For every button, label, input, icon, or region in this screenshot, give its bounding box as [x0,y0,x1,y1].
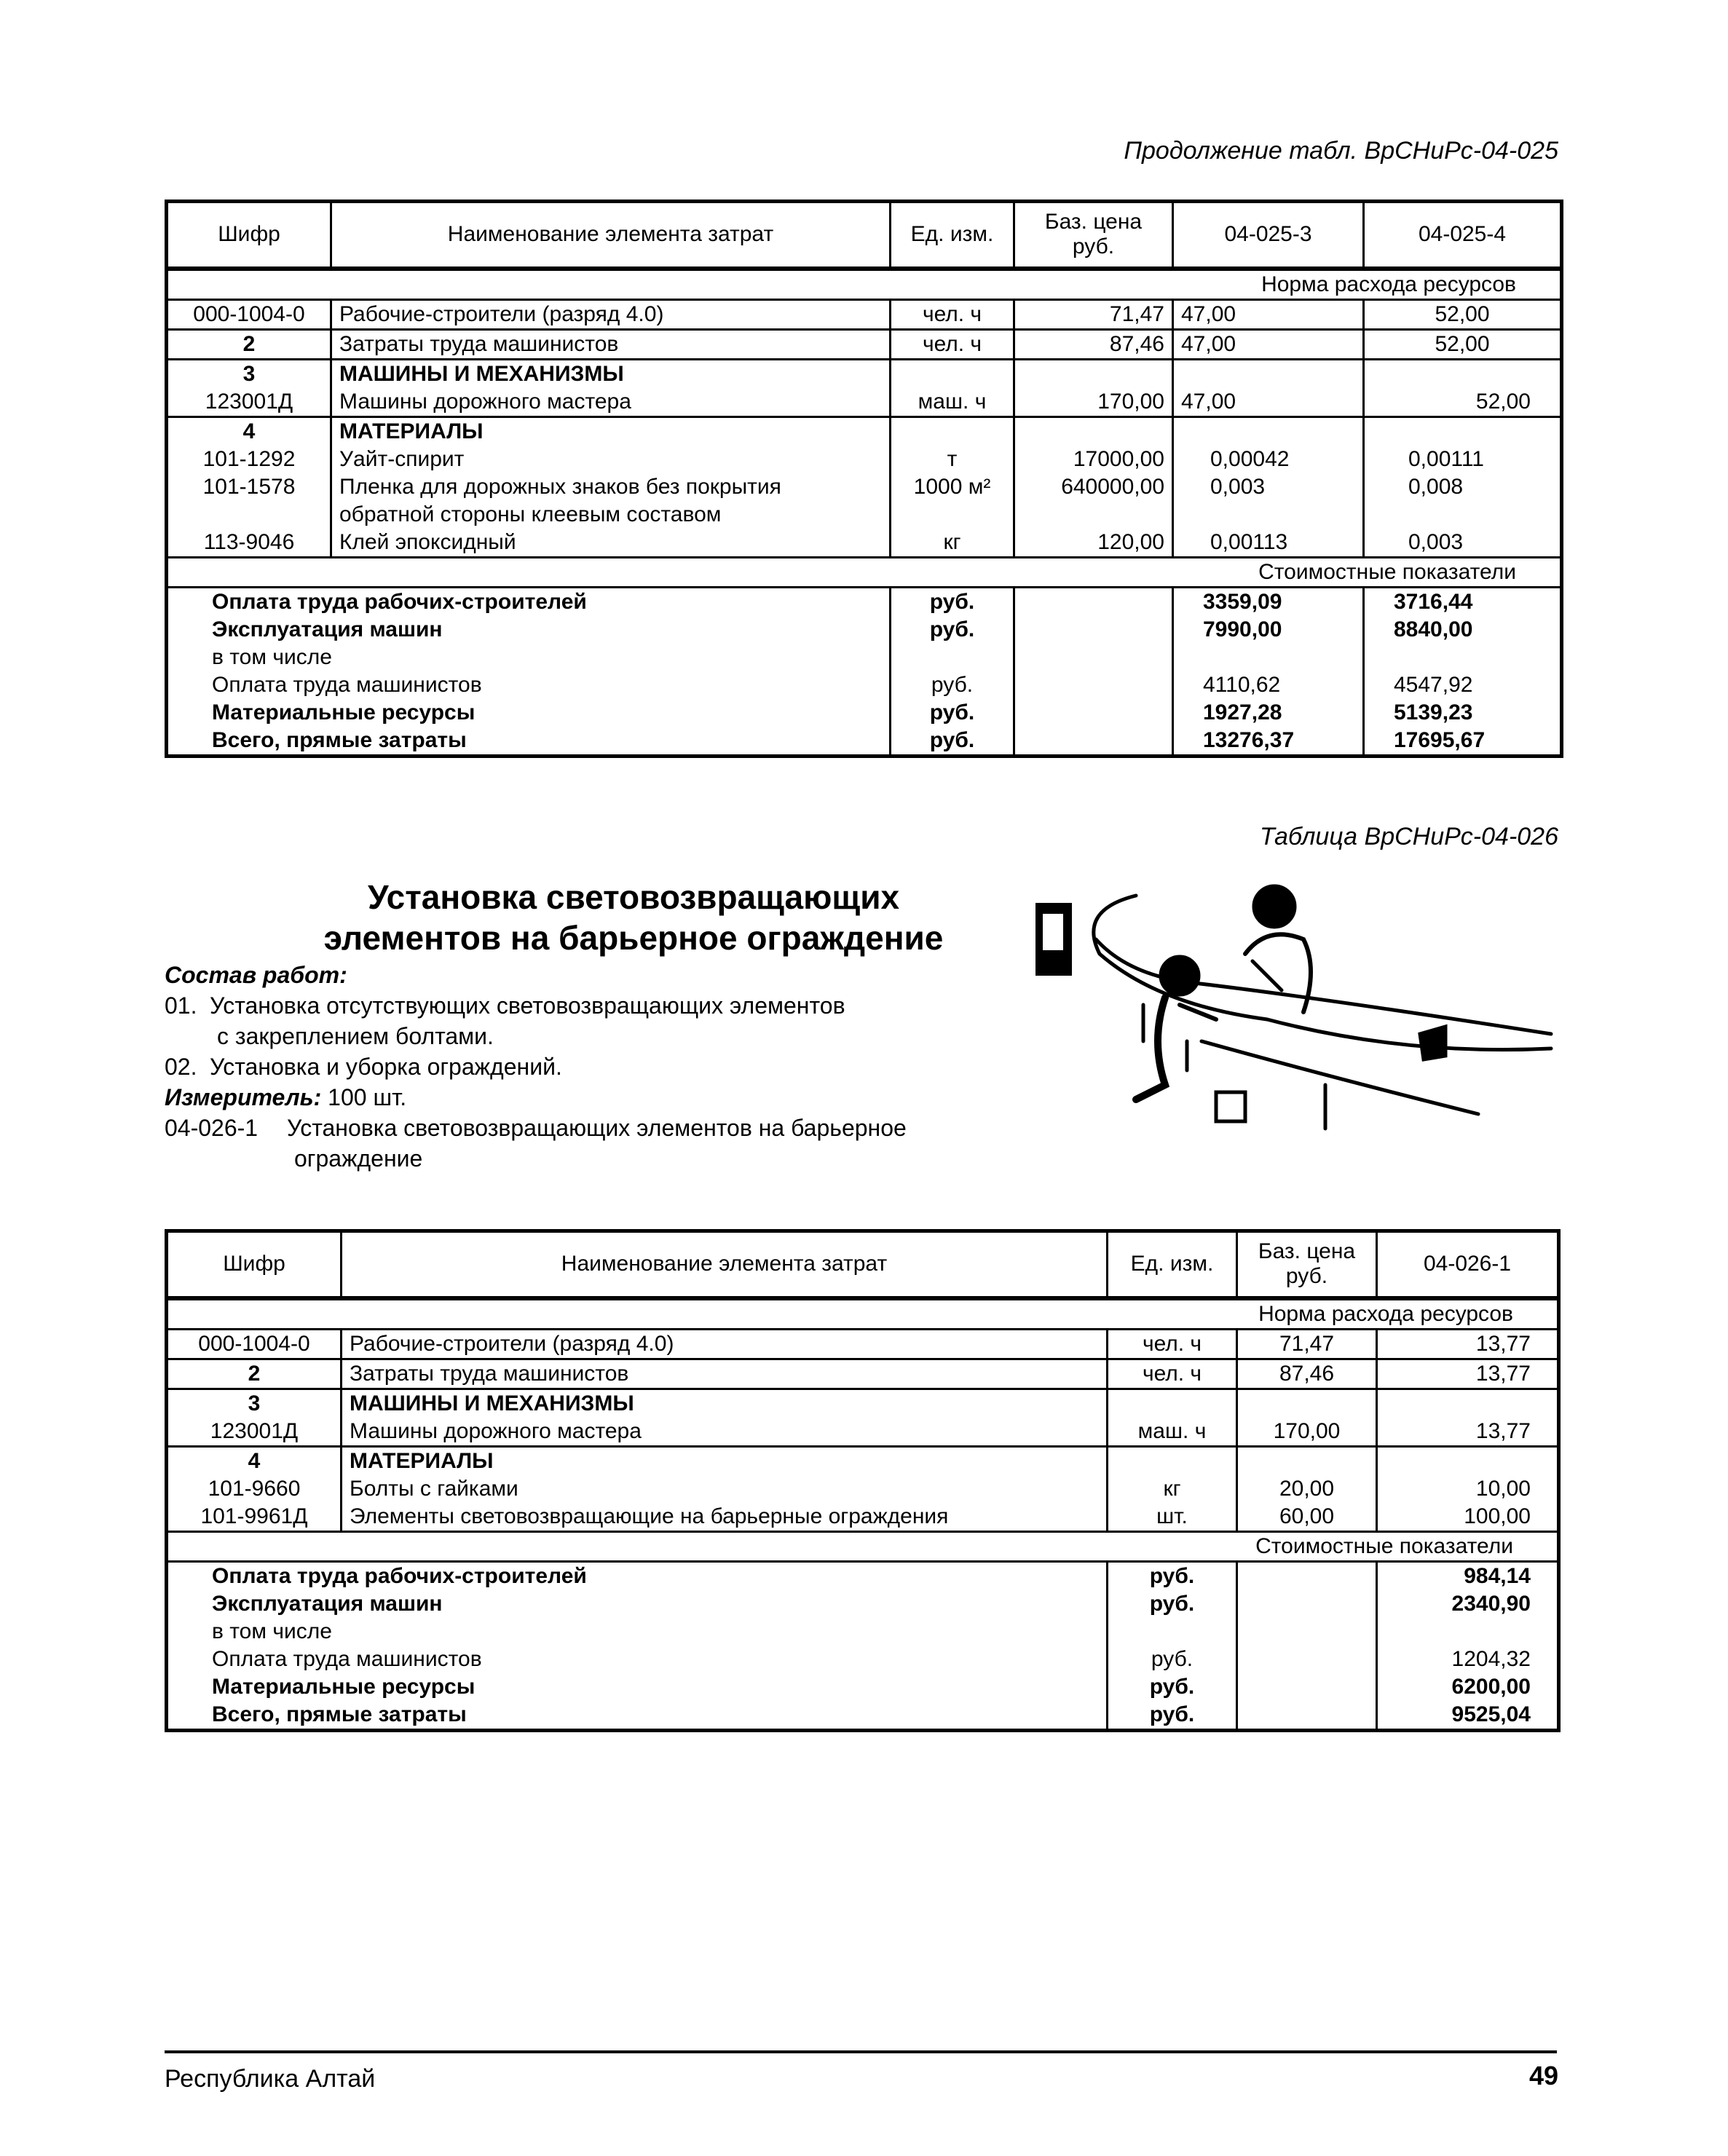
step-text: Установка отсутствующих световозвращающих элементов [210,992,845,1019]
cell-name: Пленка для дорожных знаков без покрытия [339,474,781,499]
cell-value: 47,00 [1173,359,1364,416]
group-materials [167,1446,1559,1531]
cell-unit: чел. ч [1108,1359,1237,1389]
cell-value: 100,00 [1464,1504,1531,1528]
step-text-cont: с закреплением болтами. [217,1023,494,1049]
cost-value: 984,14 [1464,1563,1531,1588]
cell-code: 123001Д [205,389,293,414]
header-col-04-025-4: 04-025-4 [1364,202,1562,269]
group-code: 4 [248,1448,261,1473]
section-label: Норма расхода ресурсов [167,269,1562,300]
cell-unit: кг [943,529,961,554]
cost-value: 8840,00 [1394,617,1473,641]
cell-code: 113-9046 [203,529,295,554]
header-code: Шифр [167,202,331,269]
cost-value: 4110,62 [1203,672,1281,697]
section-title [277,877,990,958]
cell-price: 170,00 [1014,359,1173,416]
cost-value: 13276,37 [1203,727,1295,752]
header-name: Наименование элемента затрат [331,202,891,269]
step-item [165,990,1038,1021]
cell-unit: чел. ч [891,299,1014,329]
cell-value: 0,003 [1408,529,1464,554]
cell-value: 10,00 [1475,1476,1531,1501]
title-line: Установка световозвращающих [367,878,900,916]
group-code: 4 [242,419,256,443]
norm-code: 04-026-1 [165,1115,259,1141]
table-header-row [167,1231,1559,1298]
cell-name: Машины дорожного мастера [350,1418,642,1443]
cost-value: 3716,44 [1394,589,1473,614]
meter-line [165,1082,1038,1113]
cost-label: Оплата труда рабочих-строителей [212,1563,587,1588]
group-title: МАШИНЫ И МЕХАНИЗМЫ [350,1391,634,1415]
cell-value: 52,00 [1364,329,1562,359]
table-row [167,1329,1559,1359]
cost-label: Материальные ресурсы [212,1674,476,1699]
cell-price: 87,46 [1237,1359,1377,1389]
step-number: 02. [165,1054,197,1080]
table-row [167,299,1562,329]
header-unit: Ед. изм. [891,202,1014,269]
cost-value: 7990,00 [1203,617,1282,641]
cost-label: Эксплуатация машин [212,617,443,641]
section-label: Стоимостные показатели [167,1531,1559,1561]
cell-price: 17000,00 [1073,446,1164,471]
cell-value: 0,00042 [1210,446,1290,471]
cell-price: 71,47 [1014,299,1173,329]
section-label: Норма расхода ресурсов [167,1298,1559,1330]
cell-value: 47,00 [1173,329,1364,359]
footer-rule [165,2050,1557,2053]
section-costs-row [167,557,1562,587]
group-machines [167,1389,1559,1446]
norm-text: Установка световозвращающих элементов на барьерное [287,1115,907,1141]
cell-unit: чел. ч [891,329,1014,359]
cell-price: 170,00 [1237,1389,1377,1446]
cost-value: 1204,32 [1451,1646,1531,1671]
norm-text-cont: ограждение [294,1145,423,1172]
cost-unit: руб. [929,589,975,614]
group-title: МАТЕРИАЛЫ [339,419,484,443]
cell-name: Затраты труда машинистов [331,329,891,359]
cell-value: 13,77 [1377,1359,1559,1389]
header-base-price: Баз. цена руб. [1014,202,1173,269]
cost-unit: руб. [929,727,975,752]
group-title: МАШИНЫ И МЕХАНИЗМЫ [339,361,624,386]
cost-unit: руб. [929,700,975,724]
cost-summary [167,1561,1559,1730]
cell-name: Рабочие-строители (разряд 4.0) [331,299,891,329]
cell-name-cont: обратной стороны клеевым составом [339,502,722,526]
cost-label: Оплата труда машинистов [212,672,482,697]
cost-unit: руб. [1151,1646,1194,1671]
norm-line [165,1113,1038,1143]
cell-code: 000-1004-0 [167,1329,342,1359]
cell-price: 87,46 [1014,329,1173,359]
header-code: Шифр [167,1231,342,1298]
cost-value: 2340,90 [1451,1591,1531,1616]
cost-label: в том числе [212,1619,332,1643]
cell-code: 123001Д [210,1418,299,1443]
meter-label: Измеритель: [165,1084,322,1110]
group-title: МАТЕРИАЛЫ [350,1448,494,1473]
title-line: элементов на барьерное ограждение [323,919,944,957]
cell-value: 52,00 [1364,299,1562,329]
cell-name: Затраты труда машинистов [342,1359,1108,1389]
cell-price: 60,00 [1279,1504,1335,1528]
work-description [165,960,1038,1174]
cost-unit: руб. [931,672,974,697]
cost-unit: руб. [1149,1563,1195,1588]
cost-label: в том числе [212,644,332,669]
cell-name: Элементы световозвращающие на барьерные ограждения [350,1504,949,1528]
section-resources-row [167,1298,1559,1330]
cell-unit: чел. ч [1108,1329,1237,1359]
cell-unit: маш. ч [1108,1389,1237,1446]
step-item [165,1051,1038,1082]
cell-value: 47,00 [1173,299,1364,329]
cost-label: Материальные ресурсы [212,700,476,724]
cell-value: 0,008 [1408,474,1464,499]
cell-price: 640000,00 [1061,474,1164,499]
table-row [167,1359,1559,1389]
step-text: Установка и уборка ограждений. [210,1054,562,1080]
cell-unit: кг [1163,1476,1181,1501]
cell-name: Машины дорожного мастера [339,389,631,414]
step-number: 01. [165,992,197,1019]
cell-code: 101-9961Д [200,1504,308,1528]
cost-label: Всего, прямые затраты [212,727,467,752]
group-machines [167,359,1562,416]
cost-summary [167,587,1562,756]
cost-value: 5139,23 [1394,700,1473,724]
cell-code: 2 [167,1359,342,1389]
cost-label: Оплата труда машинистов [212,1646,482,1671]
section-label: Стоимостные показатели [167,557,1562,587]
cell-unit: 1000 м² [913,474,991,499]
cost-unit: руб. [1149,1591,1195,1616]
continuation-caption: Продолжение табл. ВрСНиРс-04-025 [1124,137,1558,165]
composition-label: Состав работ: [165,962,347,988]
resource-table-04-025 [165,200,1563,758]
cost-value: 1927,28 [1203,700,1282,724]
group-code: 3 [242,361,256,386]
cell-price: 20,00 [1279,1476,1335,1501]
header-name: Наименование элемента затрат [342,1231,1108,1298]
table-row [167,329,1562,359]
group-materials [167,416,1562,557]
cell-price: 120,00 [1097,529,1164,554]
cell-name: Уайт-спирит [339,446,465,471]
cell-value: 52,00 [1364,359,1562,416]
page-number: 49 [1528,2061,1558,2090]
cost-unit: руб. [1149,1702,1195,1726]
cost-unit: руб. [929,617,975,641]
cell-value: 0,00111 [1408,446,1484,471]
cost-value: 9525,04 [1451,1702,1531,1726]
cost-label: Всего, прямые затраты [212,1702,467,1726]
group-code: 3 [248,1391,261,1415]
cell-unit: маш. ч [891,359,1014,416]
cell-value: 0,003 [1210,474,1266,499]
cell-code: 2 [167,329,331,359]
cost-label: Эксплуатация машин [212,1591,443,1616]
cell-value: 13,77 [1377,1389,1559,1446]
cost-value: 6200,00 [1451,1674,1531,1699]
resource-table-04-026 [165,1229,1561,1732]
cell-code: 000-1004-0 [167,299,331,329]
cell-code: 101-9660 [208,1476,301,1501]
header-unit: Ед. изм. [1108,1231,1237,1298]
cost-unit: руб. [1149,1674,1195,1699]
cell-value: 13,77 [1377,1329,1559,1359]
cell-unit: т [947,446,958,471]
cost-label: Оплата труда рабочих-строителей [212,589,587,614]
header-col-04-026-1: 04-026-1 [1377,1231,1559,1298]
cell-name: Клей эпоксидный [339,529,516,554]
header-col-04-025-3: 04-025-3 [1173,202,1364,269]
meter-value: 100 шт. [328,1084,407,1110]
cell-code: 101-1292 [202,446,296,471]
table-caption: Таблица ВрСНиРс-04-026 [1259,823,1558,850]
cell-value: 0,00113 [1210,529,1288,554]
cell-price: 71,47 [1237,1329,1377,1359]
cost-value: 4547,92 [1394,672,1473,697]
cell-unit: шт. [1156,1504,1188,1528]
table-header-row [167,202,1562,269]
cost-value: 17695,67 [1394,727,1486,752]
section-costs-row [167,1531,1559,1561]
footer-region: Республика Алтай [165,2065,376,2093]
cost-value: 3359,09 [1203,589,1282,614]
section-resources-row [167,269,1562,300]
cell-name: Рабочие-строители (разряд 4.0) [342,1329,1108,1359]
header-base-price: Баз. цена руб. [1237,1231,1377,1298]
cell-code: 101-1578 [202,474,296,499]
workers-installing-reflectors-on-barrier-illustration [1027,874,1566,1136]
cell-name: Болты с гайками [350,1476,518,1501]
